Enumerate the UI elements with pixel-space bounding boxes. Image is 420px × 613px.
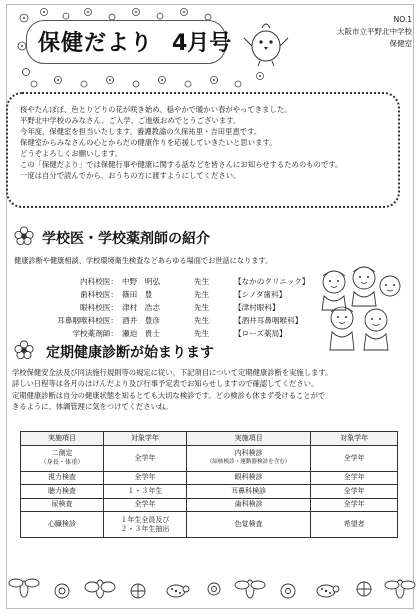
table-header: 対象学年 bbox=[311, 432, 398, 446]
newsletter-title: 保健だより bbox=[38, 31, 154, 56]
table-cell: 全学年 bbox=[103, 498, 186, 512]
doctor-role: 内科校医： bbox=[80, 277, 118, 286]
table-cell: 色覚検査 bbox=[186, 512, 310, 538]
doctor-role: 眼科校医： bbox=[80, 303, 118, 312]
table-cell bbox=[103, 512, 186, 538]
table-cell: 全学年 bbox=[103, 445, 186, 471]
greeting-line: 桜やたんぽぽ、色とりどりの花が咲き始め、穏やかで暖かい春がやってきました。 bbox=[20, 105, 292, 114]
cell-sub: ２・３年生抽出 bbox=[120, 524, 170, 533]
table-header-row bbox=[21, 432, 398, 446]
doctor-title: 先生 bbox=[194, 277, 210, 286]
doctor-title: 先生 bbox=[194, 303, 210, 312]
checkup-line: きるように、体調管理に気をつけてくださいね。 bbox=[12, 402, 173, 412]
flower-icon bbox=[14, 340, 34, 360]
table-row bbox=[21, 485, 398, 499]
table-cell: 全学年 bbox=[311, 471, 398, 485]
greeting-line: 平野北中学校のみなさん、ご入学、ご進級おめでとうございます。 bbox=[20, 116, 241, 125]
doctor-name: 酒井 豊彦 bbox=[122, 316, 160, 325]
table-cell: 耳鼻科検診 bbox=[186, 485, 310, 499]
doctor-clinic: 【なかのクリニック】 bbox=[234, 277, 310, 286]
doctor-role: 歯科校医： bbox=[80, 290, 118, 299]
doctor-title: 先生 bbox=[194, 329, 210, 338]
greeting-line: この「保健だより」では保健行事や健康に関する話などを皆さんにお知らせするためのものです。 bbox=[20, 160, 343, 169]
doctor-name: 瀬迫 貴士 bbox=[122, 329, 160, 338]
table-cell: １・３年生 bbox=[103, 485, 186, 499]
doctor-title: 先生 bbox=[194, 290, 210, 299]
checkup-line: 定期健康診断は自分の健康状態を知るとても大切な検診です。どの検診も休まず受けることがで bbox=[12, 390, 326, 400]
table-row bbox=[21, 445, 398, 471]
table-cell: 視力検査 bbox=[21, 471, 104, 485]
title-banner bbox=[14, 6, 264, 86]
table-cell bbox=[186, 445, 310, 471]
doctor-clinic: 【酒井耳鼻咽喉科】 bbox=[234, 316, 303, 325]
bird-icon bbox=[242, 16, 290, 68]
school-name: 大阪市立平野北中学校 bbox=[337, 27, 412, 36]
table-cell: 全学年 bbox=[311, 498, 398, 512]
cell-main: 二測定 bbox=[51, 449, 73, 457]
doctor-clinic: 【津村眼科】 bbox=[234, 303, 280, 312]
issue-info bbox=[337, 14, 412, 50]
doctor-role: 耳鼻咽喉科校医： bbox=[57, 316, 118, 325]
table-cell: 歯科検診 bbox=[186, 498, 310, 512]
table-cell: 全学年 bbox=[311, 485, 398, 499]
cell-main: １年生全員及び bbox=[120, 515, 170, 524]
checkup-table bbox=[20, 431, 398, 538]
table-row bbox=[21, 512, 398, 538]
department: 保健室 bbox=[389, 39, 412, 48]
doctor-clinic: 【シノダ歯科】 bbox=[234, 290, 287, 299]
greeting-line: 保健室からみなさんの心とからだの健康作りを応援していきたいと思います。 bbox=[20, 138, 277, 147]
insects-border-icon bbox=[0, 573, 420, 607]
table-cell: 心臓検診 bbox=[21, 512, 104, 538]
doctor-name: 中野 明弘 bbox=[122, 277, 160, 286]
doctors-intro: 健康診断や健康相談、学校環境衛生検査などあらゆる場面でお世話になります。 bbox=[14, 256, 273, 265]
doctor-title: 先生 bbox=[194, 316, 210, 325]
doctors-heading: 学校医・学校薬剤師の紹介 bbox=[42, 231, 210, 247]
table-header: 実施項目 bbox=[21, 432, 104, 446]
doctor-name: 津村 浩志 bbox=[122, 303, 160, 312]
table-cell: 尿検査 bbox=[21, 498, 104, 512]
cell-main: 内科検診 bbox=[234, 449, 263, 457]
list-item bbox=[62, 301, 309, 314]
table-cell: 眼科検診 bbox=[186, 471, 310, 485]
table-cell: 聴力検査 bbox=[21, 485, 104, 499]
doctor-name: 篠田 豊 bbox=[122, 290, 153, 299]
table-header: 対象学年 bbox=[103, 432, 186, 446]
checkup-description bbox=[12, 367, 404, 413]
list-item bbox=[62, 288, 309, 301]
doctor-clinic: 【ローズ薬局】 bbox=[234, 329, 287, 338]
list-item bbox=[62, 327, 309, 340]
greeting-line: 一度は自分で読んでから、おうちの方に渡すようにしてください。 bbox=[20, 171, 241, 180]
table-row bbox=[21, 471, 398, 485]
table-cell: 全学年 bbox=[103, 471, 186, 485]
doctor-role: 学校薬剤師： bbox=[72, 329, 118, 338]
children-icon bbox=[312, 262, 408, 354]
table-cell: 全学年 bbox=[311, 445, 398, 471]
issue-number: NO.1 bbox=[393, 15, 412, 24]
greeting-box bbox=[6, 92, 400, 208]
list-item bbox=[57, 314, 309, 327]
issue-month: 4月号 bbox=[172, 31, 232, 56]
greeting-line: 今年度、保健室を担当いたします、養護教諭の久保祐里・吉田里恵です。 bbox=[20, 127, 262, 136]
cell-sub: （結核検診・運動器検診を含む） bbox=[206, 459, 291, 465]
table-cell: 希望者 bbox=[311, 512, 398, 538]
cell-sub: （身長・体重） bbox=[40, 459, 84, 466]
list-item bbox=[62, 275, 309, 288]
checkup-line: 詳しい日程等は各月のほけんだより及び行事予定表でお知らせしますので確認してください。 bbox=[12, 379, 319, 389]
table-header: 実施項目 bbox=[186, 432, 310, 446]
table-row bbox=[21, 498, 398, 512]
greeting-line: どうぞよろしくお願いします。 bbox=[20, 149, 123, 158]
table-cell bbox=[21, 445, 104, 471]
flower-icon bbox=[14, 226, 34, 246]
doctor-list bbox=[57, 275, 310, 340]
checkup-heading: 定期健康診断が始まります bbox=[46, 345, 214, 361]
checkup-line: 学校保健安全法及び同法施行規則等の規定に従い、下記項目について定期健康診断を実施します。 bbox=[12, 368, 333, 377]
